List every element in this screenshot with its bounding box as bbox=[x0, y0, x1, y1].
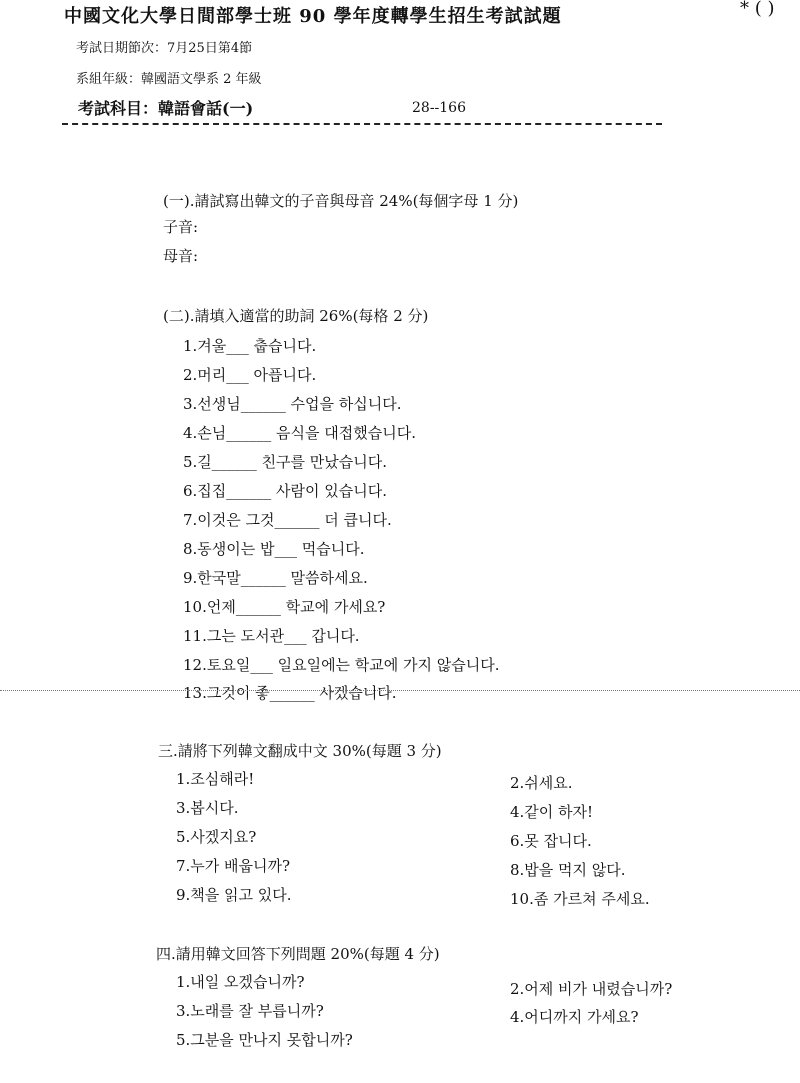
translate-item: 6.못 잡니다. bbox=[510, 832, 592, 850]
translate-item: 1.조심해라! bbox=[176, 770, 255, 788]
fill-item: 11.그는 도서관___ 갑니다. bbox=[183, 627, 360, 645]
section4-heading: 四.請用韓文回答下列問題 20%(每題 4 分) bbox=[156, 945, 440, 963]
scan-artifact-line bbox=[0, 690, 800, 691]
fill-item: 3.선생님______ 수업을 하십니다. bbox=[183, 395, 402, 413]
exam-code: 28--166 bbox=[412, 100, 466, 116]
fill-item: 5.길______ 친구를 만났습니다. bbox=[183, 453, 388, 471]
answer-item: 2.어제 비가 내렸습니까? bbox=[510, 980, 673, 998]
translate-item: 8.밥을 먹지 않다. bbox=[510, 861, 626, 879]
fill-item: 1.겨울___ 춥습니다. bbox=[183, 337, 317, 355]
consonants-label: 子音: bbox=[163, 218, 199, 236]
fill-item: 4.손님______ 음식을 대접했습니다. bbox=[183, 424, 417, 442]
corner-mark: * ( ) bbox=[740, 0, 775, 19]
answer-item: 4.어디까지 가세요? bbox=[510, 1008, 639, 1026]
section2-heading: (二).請填入適當的助詞 26%(每格 2 分) bbox=[163, 307, 429, 325]
section1-heading: (一).請試寫出韓文的子音與母音 24%(每個字母 1 分) bbox=[163, 192, 519, 210]
fill-item: 13.그것이 좋______ 사겠습니다. bbox=[183, 684, 397, 702]
fill-item: 8.동생이는 밥___ 먹습니다. bbox=[183, 540, 365, 558]
translate-item: 9.책을 읽고 있다. bbox=[176, 886, 292, 904]
answer-item: 1.내일 오겠습니까? bbox=[176, 973, 305, 991]
vowels-label: 母音: bbox=[163, 247, 199, 265]
exam-time: 考試日期節次：7月25日第4節 bbox=[76, 41, 253, 56]
fill-item: 2.머리___ 아픕니다. bbox=[183, 366, 317, 384]
translate-item: 2.쉬세요. bbox=[510, 774, 573, 792]
fill-item: 9.한국말______ 말씀하세요. bbox=[183, 569, 368, 587]
answer-item: 3.노래를 잘 부릅니까? bbox=[176, 1002, 324, 1020]
department: 系組年級：韓國語文學系 2 年級 bbox=[76, 72, 262, 87]
exam-title: 中國文化大學日間部學士班 90 學年度轉學生招生考試試題 bbox=[64, 6, 562, 27]
exam-subject: 考試科目：韓語會話(一) bbox=[78, 99, 254, 118]
fill-item: 10.언제______ 학교에 가세요? bbox=[183, 598, 386, 616]
fill-item: 12.토요일___ 일요일에는 학교에 가지 않습니다. bbox=[183, 656, 500, 674]
translate-item: 4.같이 하자! bbox=[510, 803, 594, 821]
section3-heading: 三.請將下列韓文翻成中文 30%(每題 3 分) bbox=[158, 742, 442, 760]
fill-item: 6.집집______ 사람이 있습니다. bbox=[183, 482, 388, 500]
translate-item: 7.누가 배웁니까? bbox=[176, 857, 291, 875]
translate-item: 3.봅시다. bbox=[176, 799, 239, 817]
answer-item: 5.그분을 만나지 못합니까? bbox=[176, 1031, 353, 1049]
translate-item: 10.좀 가르쳐 주세요. bbox=[510, 890, 650, 908]
translate-item: 5.사겠지요? bbox=[176, 828, 257, 846]
fill-item: 7.이것은 그것______ 더 큽니다. bbox=[183, 511, 392, 529]
header-divider bbox=[62, 123, 662, 125]
